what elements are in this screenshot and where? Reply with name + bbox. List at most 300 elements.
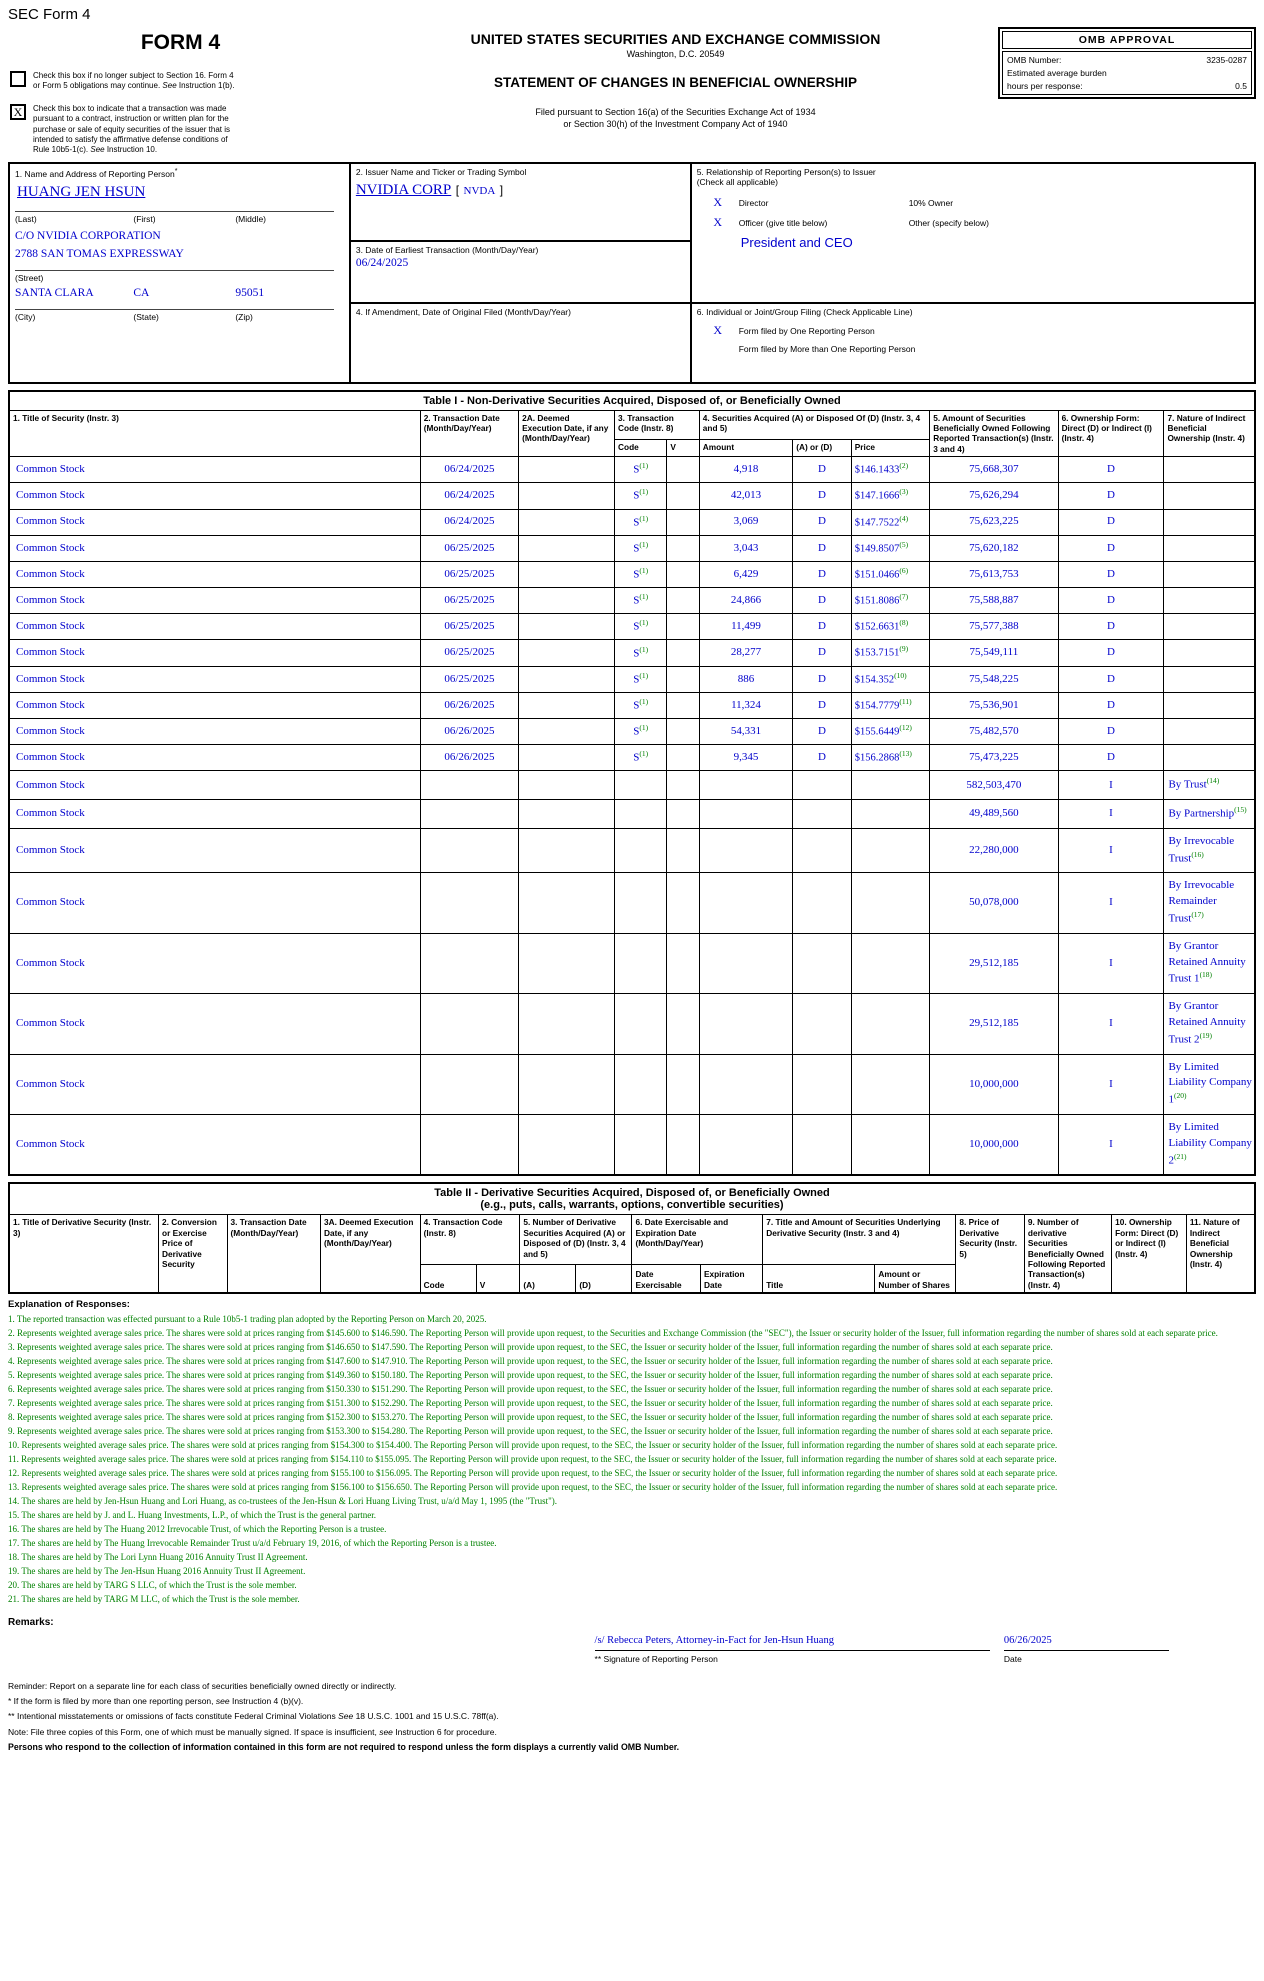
v-cell [667,933,699,993]
transaction-date-cell [420,1054,518,1114]
amount-cell [699,933,792,993]
transaction-date-cell: 06/24/2025 [420,509,518,535]
omb-title: OMB APPROVAL [1002,31,1252,49]
amount-cell: 9,345 [699,745,792,771]
security-title-cell: Common Stock [9,509,420,535]
asterisk-note: * If the form is filed by more than one reporting person, see Instruction 4 (b)(v). [8,1695,304,1706]
ownership-form-cell: I [1058,771,1164,800]
nature-of-ownership-cell [1164,509,1255,535]
transaction-code-cell: S$^{(1)}$ [615,719,667,745]
table2-subheader-a: (A) [520,1265,576,1293]
director-checkbox-mark: X [713,195,723,210]
ownership-form-cell: I [1058,828,1164,873]
table1-header-nature: 7. Nature of Indirect Beneficial Ownership (Instr. 4) [1164,410,1255,456]
signature-date: 06/26/2025 [1004,1634,1169,1651]
v-cell [667,771,699,800]
table-row [9,994,1255,1054]
officer-label: Officer (give title below) [738,217,828,228]
table2-header-dates: 6. Date Exercisable and Expiration Date (Month/Day/Year) [632,1215,763,1265]
zip-label: (Zip) [235,312,253,323]
one-person-label: Form filed by One Reporting Person [738,325,875,336]
ownership-form-cell: D [1058,666,1164,692]
table2-header-conversion-price: 2. Conversion or Exercise Price of Derivative Security [159,1215,228,1293]
nature-of-ownership-cell: By Trust$^{(14)}$ [1164,771,1255,800]
transaction-date-cell [420,994,518,1054]
v-cell [667,535,699,561]
transaction-date-cell: 06/24/2025 [420,483,518,509]
acquired-disposed-cell [793,933,852,993]
pursuant-text: Filed pursuant to Section 16(a) of the Securities Exchange Act of 1934 or Section 30(h) of the Investment Company Act of 1940 [535,107,816,130]
price-cell: $147.1666$^{(3)}$ [851,483,929,509]
form-header-center [353,25,998,130]
explanation-title: Explanation of Responses: [8,1299,130,1310]
agency-address: Washington, D.C. 20549 [626,49,725,59]
amount-cell: 886 [699,666,792,692]
acquired-disposed-cell: D [793,457,852,483]
officer-title: President and CEO [740,234,853,250]
section5-label: 5. Relationship of Reporting Person(s) to Issuer [696,166,876,177]
amount-cell [699,1115,792,1176]
transaction-date-cell: 06/25/2025 [420,588,518,614]
nature-of-ownership-cell: By Irrevocable Remainder Trust$^{(17)}$ [1164,873,1255,933]
v-cell [667,1115,699,1176]
section16-checkbox-label: Check this box if no longer subject to Section 16. Form 4 or Form 5 obligations may continue. See Instruction 1(b). [33,71,235,91]
table-row [9,1054,1255,1114]
amount-cell: 3,043 [699,535,792,561]
table-row [9,588,1255,614]
table1-subheader-amount: Amount [699,439,792,456]
price-cell: $154.7779$^{(11)}$ [851,692,929,718]
table2-header-date: 3. Transaction Date (Month/Day/Year) [227,1215,320,1293]
table-row [9,745,1255,771]
table-row [9,483,1255,509]
nature-of-ownership-cell: By Grantor Retained Annuity Trust 2$^{(19)}$ [1164,994,1255,1054]
nature-of-ownership-cell: By Limited Liability Company 1$^{(20)}$ [1164,1054,1255,1114]
table-row [9,640,1255,666]
footnote: 8. Represents weighted average sales price. The shares were sold at prices ranging from $152.300 to $153.270. The Reporting Person will provide upon request, to the SEC, the Issuer or security holder of the Issuer, full information regarding the number of shares sold at each separate price. [8,1412,1053,1422]
price-cell [851,828,929,873]
v-cell [667,561,699,587]
address-line2: 2788 SAN TOMAS EXPRESSWAY [15,248,184,260]
deemed-execution-cell [519,933,615,993]
director-label: Director [738,197,769,208]
footnote: 4. Represents weighted average sales price. The shares were sold at prices ranging from $147.600 to $147.910. The Reporting Person will provide upon request, to the SEC, the Issuer or security holder of the Issuer, full information regarding the number of shares sold at each separate price. [8,1356,1053,1366]
table2-subheader-expiration: Expiration Date [700,1265,762,1293]
security-title-cell: Common Stock [9,666,420,692]
table-row [9,561,1255,587]
transaction-code-cell: S$^{(1)}$ [615,483,667,509]
footnote: 3. Represents weighted average sales price. The shares were sold at prices ranging from $146.650 to $147.590. The Reporting Person will provide upon request, to the SEC, the Issuer or security holder of the Issuer, full information regarding the number of shares sold at each separate price. [8,1342,1053,1352]
issuer-link[interactable]: NVIDIA CORP [355,182,452,199]
more-person-label: Form filed by More than One Reporting Person [738,344,916,355]
ownership-form-cell: D [1058,483,1164,509]
security-title-cell: Common Stock [9,614,420,640]
security-title-cell: Common Stock [9,828,420,873]
ownership-form-cell: D [1058,745,1164,771]
table2-header-nature: 11. Nature of Indirect Beneficial Ownership (Instr. 4) [1186,1215,1255,1293]
acquired-disposed-cell [793,1054,852,1114]
table2-header-owned: 9. Number of derivative Securities Beneficially Owned Following Reported Transaction(s) (Instr. 4) [1024,1215,1111,1293]
acquired-disposed-cell: D [793,509,852,535]
rule10b5-1-checkbox [10,104,26,120]
transaction-date-cell: 06/24/2025 [420,457,518,483]
acquired-disposed-cell: D [793,666,852,692]
security-title-cell: Common Stock [9,745,420,771]
amount-cell [699,800,792,829]
nature-of-ownership-cell: By Grantor Retained Annuity Trust 1$^{(18)}$ [1164,933,1255,993]
omb-number-label: OMB Number: [1007,55,1062,65]
ownership-form-cell: D [1058,614,1164,640]
form-header-left [8,25,353,156]
transaction-code-cell: S$^{(1)}$ [615,614,667,640]
footnote: 11. Represents weighted average sales price. The shares were sold at prices ranging from $154.110 to $155.095. The Reporting Person will provide upon request, to the SEC, the Issuer or security holder of the Issuer, full information regarding the number of shares sold at each separate price. [8,1454,1057,1464]
deemed-execution-cell [519,509,615,535]
acquired-disposed-cell: D [793,535,852,561]
ownership-form-cell: I [1058,873,1164,933]
form-footer [8,1680,1256,1754]
acquired-disposed-cell: D [793,692,852,718]
security-title-cell: Common Stock [9,1115,420,1176]
amount-cell: 42,013 [699,483,792,509]
v-cell [667,588,699,614]
deemed-execution-cell [519,483,615,509]
table1-header-security: 1. Title of Security (Instr. 3) [9,410,420,456]
city-label: (City) [15,312,36,323]
v-cell [667,483,699,509]
nature-of-ownership-cell [1164,457,1255,483]
issuer-section: 2. Issuer Name and Ticker or Trading Symbol NVIDIA CORP [ NVDA ] [351,164,692,242]
transaction-code-cell [615,1054,667,1114]
transaction-code-cell: S$^{(1)}$ [615,588,667,614]
omb-body [1002,51,1252,95]
deemed-execution-cell [519,994,615,1054]
amount-cell: 24,866 [699,588,792,614]
v-cell [667,800,699,829]
transaction-code-cell [615,1115,667,1176]
nature-of-ownership-cell [1164,588,1255,614]
footnote: 15. The shares are held by J. and L. Huang Investments, L.P., of which the Trust is the general partner. [8,1510,377,1520]
shares-owned-cell: 10,000,000 [930,1115,1058,1176]
shares-owned-cell: 29,512,185 [930,933,1058,993]
last-label: (Last) [15,214,37,225]
transaction-code-cell: S$^{(1)}$ [615,692,667,718]
transaction-code-cell [615,800,667,829]
rule10b5-1-checkbox-block [10,104,235,156]
ten-percent-owner-label: 10% Owner [908,197,954,208]
transaction-code-cell [615,828,667,873]
ownership-form-cell: D [1058,719,1164,745]
deemed-execution-cell [519,535,615,561]
acquired-disposed-cell: D [793,640,852,666]
nature-of-ownership-cell [1164,640,1255,666]
price-cell: $149.8507$^{(5)}$ [851,535,929,561]
table1-header-securities: 4. Securities Acquired (A) or Disposed Of (D) (Instr. 3, 4 and 5) [699,410,929,439]
table1-header-date: 2. Transaction Date (Month/Day/Year) [420,410,518,456]
table-row [9,828,1255,873]
table-row [9,800,1255,829]
acquired-disposed-cell: D [793,745,852,771]
section1-label: 1. Name and Address of Reporting Person [15,168,175,179]
security-title-cell: Common Stock [9,873,420,933]
signature-text: /s/ Rebecca Peters, Attorney-in-Fact for Jen-Hsun Huang [595,1634,990,1651]
shares-owned-cell: 75,620,182 [930,535,1058,561]
amount-cell [699,994,792,1054]
amount-cell [699,771,792,800]
footnote: 7. Represents weighted average sales price. The shares were sold at prices ranging from $151.300 to $152.290. The Reporting Person will provide upon request, to the SEC, the Issuer or security holder of the Issuer, full information regarding the number of shares sold at each separate price. [8,1398,1053,1408]
amendment-section [351,304,692,382]
ownership-form-cell: D [1058,535,1164,561]
footnote: 13. Represents weighted average sales price. The shares were sold at prices ranging from $156.100 to $156.650. The Reporting Person will provide upon request, to the SEC, the Issuer or security holder of the Issuer, full information regarding the number of shares sold at each separate price. [8,1482,1058,1492]
price-cell [851,1115,929,1176]
price-cell: $154.352$^{(10)}$ [851,666,929,692]
shares-owned-cell: 75,548,225 [930,666,1058,692]
transaction-code-cell [615,933,667,993]
footnote: 21. The shares are held by TARG M LLC, of which the Trust is the sole member. [8,1594,300,1604]
v-cell [667,692,699,718]
acquired-disposed-cell: D [793,483,852,509]
section16-checkbox-block [10,71,235,92]
transaction-date-cell: 06/25/2025 [420,561,518,587]
security-title-cell: Common Stock [9,457,420,483]
table2-derivative [8,1182,1256,1294]
sec-form-label: SEC Form 4 [8,6,91,23]
amount-cell: 3,069 [699,509,792,535]
transaction-date-cell: 06/25/2025 [420,535,518,561]
v-cell [667,509,699,535]
nature-of-ownership-cell: By Limited Liability Company 2$^{(21)}$ [1164,1115,1255,1176]
transaction-date-cell: 06/25/2025 [420,640,518,666]
table-row [9,719,1255,745]
section3-label: 3. Date of Earliest Transaction (Month/Day/Year) [355,244,539,255]
security-title-cell: Common Stock [9,994,420,1054]
table1-header-deemed: 2A. Deemed Execution Date, if any (Month/Day/Year) [519,410,615,456]
amount-cell: 6,429 [699,561,792,587]
shares-owned-cell: 50,078,000 [930,873,1058,933]
nature-of-ownership-cell [1164,719,1255,745]
deemed-execution-cell [519,614,615,640]
ownership-form-cell: D [1058,692,1164,718]
filing-type-section [692,304,1254,382]
footnote: 1. The reported transaction was effected pursuant to a Rule 10b5-1 trading plan adopted by the Reporting Person on March 20, 2025. [8,1314,487,1324]
omb-number-value: 3235-0287 [1206,55,1247,65]
security-title-cell: Common Stock [9,933,420,993]
ownership-form-cell: D [1058,509,1164,535]
v-cell [667,666,699,692]
transaction-date-cell: 06/26/2025 [420,745,518,771]
table1-subheader-v: V [667,439,699,456]
ownership-form-cell: D [1058,457,1164,483]
divider [15,309,334,310]
v-cell [667,719,699,745]
price-cell: $156.2868$^{(13)}$ [851,745,929,771]
shares-owned-cell: 75,473,225 [930,745,1058,771]
table1-non-derivative [8,390,1256,1177]
form-title: FORM 4 [140,31,221,54]
v-cell [667,828,699,873]
date-label: Date [1003,1653,1022,1664]
footnote: 18. The shares are held by The Lori Lynn Huang 2016 Annuity Trust II Agreement. [8,1552,308,1562]
price-cell: $152.6631$^{(8)}$ [851,614,929,640]
street-label: (Street) [15,272,44,283]
table1-header-owned: 5. Amount of Securities Beneficially Owned Following Reported Transaction(s) (Instr. 3 and 4) [930,410,1058,456]
transaction-date-cell [420,933,518,993]
acquired-disposed-cell [793,1115,852,1176]
shares-owned-cell: 75,668,307 [930,457,1058,483]
shares-owned-cell: 29,512,185 [930,994,1058,1054]
security-title-cell: Common Stock [9,535,420,561]
amount-cell: 11,499 [699,614,792,640]
transaction-date-cell [420,873,518,933]
agency-title: UNITED STATES SECURITIES AND EXCHANGE COMMISSION [470,31,881,47]
v-cell [667,1054,699,1114]
relationship-section: 5. Relationship of Reporting Person(s) to Issuer (Check all applicable) X Director 10% Owner X Officer (give title below) Other (specify below) President and CEO [692,164,1254,304]
acquired-disposed-cell [793,873,852,933]
shares-owned-cell: 75,588,887 [930,588,1058,614]
table1-subheader-price: Price [851,439,929,456]
shares-owned-cell: 10,000,000 [930,1054,1058,1114]
v-cell [667,614,699,640]
deemed-execution-cell [519,800,615,829]
price-cell: $147.7522$^{(4)}$ [851,509,929,535]
price-cell [851,933,929,993]
transaction-date-cell: 06/25/2025 [420,614,518,640]
deemed-execution-cell [519,457,615,483]
divider [15,270,334,271]
statement-title: STATEMENT OF CHANGES IN BENEFICIAL OWNERSHIP [493,75,857,90]
v-cell [667,873,699,933]
price-cell: $151.8086$^{(7)}$ [851,588,929,614]
signature-label: ** Signature of Reporting Person [594,1653,718,1664]
transaction-code-cell: S$^{(1)}$ [615,535,667,561]
first-label: (First) [133,214,156,225]
security-title-cell: Common Stock [9,1054,420,1114]
deemed-execution-cell [519,873,615,933]
deemed-execution-cell [519,692,615,718]
price-cell [851,1054,929,1114]
nature-of-ownership-cell [1164,535,1255,561]
amount-cell [699,1054,792,1114]
table1-header-code: 3. Transaction Code (Instr. 8) [615,410,700,439]
ownership-form-cell: I [1058,1115,1164,1176]
rule10b5-1-checkbox-mark: X [13,104,23,119]
transaction-code-cell: S$^{(1)}$ [615,509,667,535]
amount-cell: 28,277 [699,640,792,666]
v-cell [667,457,699,483]
table2-header-number: 5. Number of Derivative Securities Acquired (A) or Disposed of (D) (Instr. 3, 4 and 5) [520,1215,632,1265]
ownership-form-cell: D [1058,640,1164,666]
reporting-person-link[interactable]: HUANG JEN HSUN [17,184,146,201]
deemed-execution-cell [519,1054,615,1114]
transaction-date-cell: 06/26/2025 [420,692,518,718]
transaction-code-cell: S$^{(1)}$ [615,457,667,483]
price-cell: $146.1433$^{(2)}$ [851,457,929,483]
filer-info-grid [8,162,1256,384]
one-person-checkbox-mark: X [713,323,723,338]
security-title-cell: Common Stock [9,692,420,718]
table-row [9,771,1255,800]
v-cell [667,745,699,771]
deemed-execution-cell [519,666,615,692]
price-cell [851,994,929,1054]
table1-header-ownership-form: 6. Ownership Form: Direct (D) or Indirect (I) (Instr. 4) [1058,410,1164,456]
security-title-cell: Common Stock [9,640,420,666]
shares-owned-cell: 75,549,111 [930,640,1058,666]
transaction-date-cell: 06/25/2025 [420,666,518,692]
shares-owned-cell: 75,626,294 [930,483,1058,509]
amount-cell: 11,324 [699,692,792,718]
footnote: 16. The shares are held by The Huang 2012 Irrevocable Trust, of which the Reporting Person is a trustee. [8,1524,387,1534]
form-header [8,25,1256,156]
price-cell [851,800,929,829]
deemed-execution-cell [519,640,615,666]
table2-header-security: 1. Title of Derivative Security (Instr. 3) [9,1215,159,1293]
section4-label: 4. If Amendment, Date of Original Filed (Month/Day/Year) [355,306,571,317]
footnote: 14. The shares are held by Jen-Hsun Huang and Lori Huang, as co-trustees of the Jen-Hsun & Lori Huang Living Trust, u/a/d May 1, 1995 (the "Trust"). [8,1496,558,1506]
acquired-disposed-cell: D [793,561,852,587]
footnote: 5. Represents weighted average sales price. The shares were sold at prices ranging from $149.360 to $150.180. The Reporting Person will provide upon request, to the SEC, the Issuer or security holder of the Issuer, full information regarding the number of shares sold at each separate price. [8,1370,1053,1380]
nature-of-ownership-cell [1164,614,1255,640]
omb-persons-note: Persons who respond to the collection of information contained in this form are not required to respond unless the form displays a currently valid OMB Number. [8,1741,680,1752]
transaction-date-cell [420,828,518,873]
address-line1: C/O NVIDIA CORPORATION [15,230,161,243]
city-value: SANTA CLARA [15,287,94,300]
footnote: 9. Represents weighted average sales price. The shares were sold at prices ranging from $153.300 to $154.280. The Reporting Person will provide upon request, to the SEC, the Issuer or security holder of the Issuer, full information regarding the number of shares sold at each separate price. [8,1426,1053,1436]
officer-checkbox-mark: X [713,215,723,230]
transaction-code-cell: S$^{(1)}$ [615,640,667,666]
table-row [9,692,1255,718]
security-title-cell: Common Stock [9,800,420,829]
ticker-symbol: NVDA [463,185,496,198]
amount-cell [699,828,792,873]
explanation-of-responses [8,1299,1256,1607]
ownership-form-cell: D [1058,561,1164,587]
ownership-form-cell: I [1058,800,1164,829]
amount-cell: 4,918 [699,457,792,483]
footnote: 6. Represents weighted average sales price. The shares were sold at prices ranging from $150.330 to $151.290. The Reporting Person will provide upon request, to the SEC, the Issuer or security holder of the Issuer, full information regarding the number of shares sold at each separate price. [8,1384,1053,1394]
shares-owned-cell: 49,489,560 [930,800,1058,829]
transaction-code-cell [615,873,667,933]
footnote: 12. Represents weighted average sales price. The shares were sold at prices ranging from $155.100 to $156.095. The Reporting Person will provide upon request, to the SEC, the Issuer or security holder of the Issuer, full information regarding the number of shares sold at each separate price. [8,1468,1058,1478]
table2-header-deemed: 3A. Deemed Execution Date, if any (Month/Day/Year) [320,1215,420,1293]
deemed-execution-cell [519,828,615,873]
amount-cell [699,873,792,933]
reminder-note: Reminder: Report on a separate line for each class of securities beneficially owned directly or indirectly. [8,1680,397,1691]
zip-value: 95051 [235,287,265,300]
nature-of-ownership-cell: By Irrevocable Trust$^{(16)}$ [1164,828,1255,873]
price-cell [851,771,929,800]
amount-cell: 54,331 [699,719,792,745]
ownership-form-cell: I [1058,933,1164,993]
transaction-code-cell [615,994,667,1054]
acquired-disposed-cell [793,800,852,829]
table1-body [9,457,1255,1176]
table1-subheader-code: Code [615,439,667,456]
table2-subheader-code: Code [420,1265,476,1293]
remarks-title: Remarks: [8,1616,54,1628]
table2-header-price: 8. Price of Derivative Security (Instr. 5) [956,1215,1025,1293]
shares-owned-cell: 75,613,753 [930,561,1058,587]
acquired-disposed-cell [793,771,852,800]
double-asterisk-note: ** Intentional misstatements or omissions of facts constitute Federal Criminal Violations See 18 U.S.C. 1001 and 15 U.S.C. 78ff(a). [8,1711,499,1722]
acquired-disposed-cell: D [793,588,852,614]
deemed-execution-cell [519,561,615,587]
table2-header-code: 4. Transaction Code (Instr. 8) [420,1215,520,1265]
shares-owned-cell: 75,623,225 [930,509,1058,535]
shares-owned-cell: 22,280,000 [930,828,1058,873]
transaction-code-cell: S$^{(1)}$ [615,745,667,771]
state-value: CA [133,287,150,300]
state-label: (State) [133,312,159,323]
